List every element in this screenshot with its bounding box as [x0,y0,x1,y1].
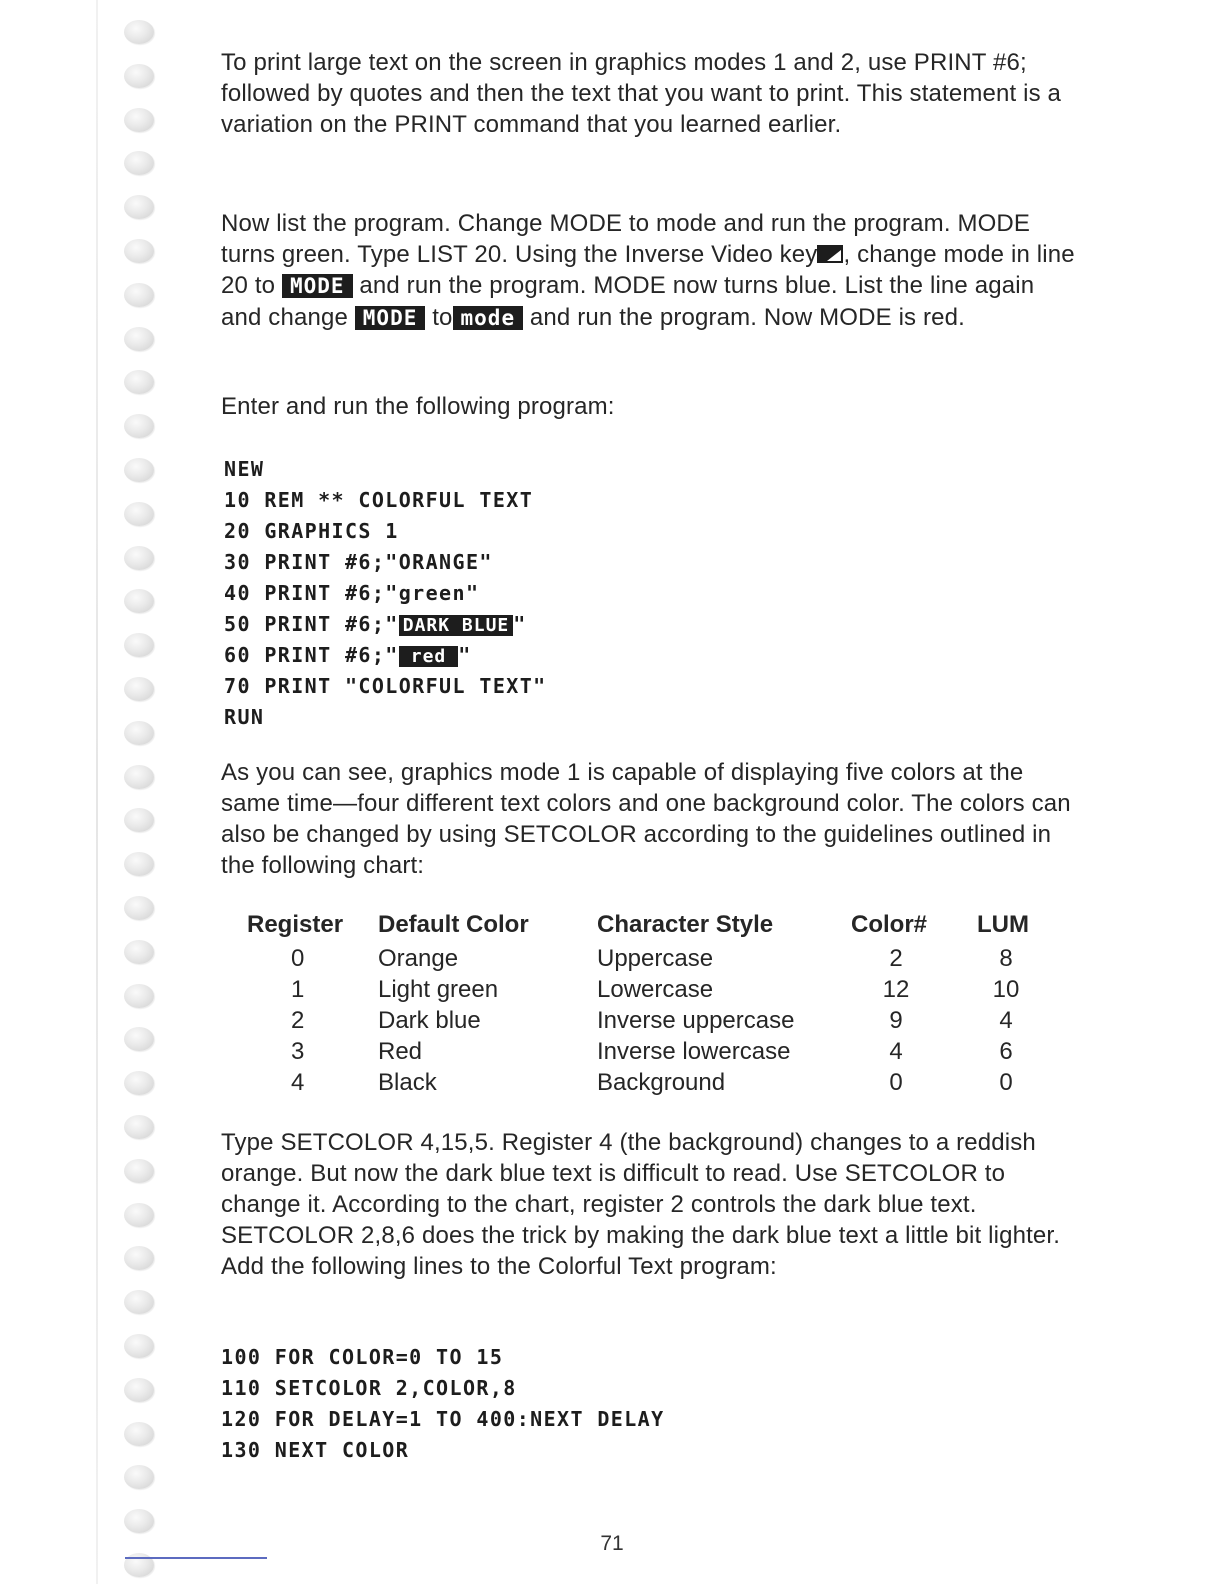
binding-hole-icon [124,1334,154,1358]
code-inverse-text: DARK BLUE [399,615,514,636]
chart-cell: 4 [999,1007,1013,1034]
code-line: 10 REM ** COLORFUL TEXT [224,488,534,512]
binding-hole-icon [124,852,154,876]
binding-hole-icon [124,1071,154,1095]
binding-hole-icon [124,633,154,657]
binding-hole-icon [124,808,154,832]
chart-cell: Uppercase [597,945,714,972]
code-fragment: " [513,612,527,636]
code-line: 40 PRINT #6;"green" [224,581,480,605]
chart-row [221,943,1081,974]
code-line: 110 SETCOLOR 2,COLOR,8 [221,1376,517,1400]
code-line: RUN [224,705,265,729]
chart-cell: Background [597,1069,726,1096]
chart-header: Character Style [597,911,774,938]
paragraph-print-large-text: To print large text on the screen in graphics modes 1 and 2, use PRINT #6; followed by quotes and then the text that you want to print. This statement is a variation on the PRINT command that you learned earlier. [221,49,1062,138]
chart-cell: 12 [882,976,910,1003]
p2-text-5: and run the program. Now MODE is red. [529,304,965,331]
inverse-mode-label-3: mode [453,306,524,330]
binding-hole-icon [124,1159,154,1183]
chart-cell: Red [378,1038,423,1065]
binding-hole-icon [124,151,154,175]
paragraph-five-colors: As you can see, graphics mode 1 is capable of displaying five colors at the same time—four different text colors and one background color. The colors can also be changed by using SETCOLOR according to the guidelines outlined in the following chart: [221,759,1071,879]
inverse-mode-label-2: MODE [355,306,426,330]
chart-cell: Inverse lowercase [597,1038,791,1065]
chart-cell: 3 [291,1038,305,1065]
chart-cell: 0 [889,1069,903,1096]
chart-cell: 6 [999,1038,1013,1065]
code-line: NEW [224,457,265,481]
binding-hole-icon [124,1290,154,1314]
inverse-video-key-icon [817,245,843,263]
code-inverse-text: red [399,646,459,667]
binding-hole-icon [124,984,154,1008]
code-line: 130 NEXT COLOR [221,1438,410,1462]
p2-text-4: to [432,304,453,331]
page-number: 71 [600,1532,624,1555]
code-line: 100 FOR COLOR=0 TO 15 [221,1345,504,1369]
binding-hole-icon [124,589,154,613]
spiral-binding [0,0,180,1584]
binding-hole-icon [124,239,154,263]
footer-rule [125,1557,267,1559]
binding-hole-icon [124,546,154,570]
binding-hole-icon [124,20,154,44]
binding-hole-icon [124,108,154,132]
code-line: 120 FOR DELAY=1 TO 400:NEXT DELAY [221,1407,665,1431]
p2-text-1: Now list the program. Change MODE to mode and run the program. MODE turns green. Type LIST 20. Using the Inverse Video key [221,210,1031,268]
chart-cell: Lowercase [597,976,714,1003]
binding-hole-icon [124,283,154,307]
paragraph-enter-program: Enter and run the following program: [221,393,615,420]
code-fragment: " [458,643,472,667]
setcolor-chart [221,907,1081,1098]
code-line: 20 GRAPHICS 1 [224,519,399,543]
chart-cell: 0 [999,1069,1013,1096]
chart-row [221,1036,1081,1067]
binding-hole-icon [124,327,154,351]
program-listing-colorful-text [224,454,547,733]
binding-hole-icon [124,1203,154,1227]
chart-cell: Light green [378,976,499,1003]
binding-hole-icon [124,1027,154,1051]
chart-row [221,974,1081,1005]
chart-row [221,1005,1081,1036]
chart-cell: 2 [291,1007,305,1034]
chart-cell: 0 [291,945,305,972]
code-line: 70 PRINT "COLORFUL TEXT" [224,674,547,698]
binding-hole-icon [124,1115,154,1139]
chart-header: Color# [851,911,928,938]
binding-hole-icon [124,195,154,219]
binding-hole-icon [124,940,154,964]
chart-cell: 1 [291,976,305,1003]
chart-header: LUM [977,911,1029,938]
chart-cell: Dark blue [378,1007,481,1034]
code-line: 30 PRINT #6;"ORANGE" [224,550,493,574]
binding-hole-icon [124,677,154,701]
chart-cell: 10 [992,976,1020,1003]
chart-header: Default Color [378,911,529,938]
chart-cell: Black [378,1069,437,1096]
binding-hole-icon [124,765,154,789]
inverse-mode-label-1: MODE [282,274,353,298]
p2-text-2: , change mode in line 20 to [221,241,1075,299]
paragraph-setcolor: Type SETCOLOR 4,15,5. Register 4 (the background) changes to a reddish orange. But now the dark blue text is difficult to read. Use SETCOLOR to change it. According to the chart, register 2 controls the dark blue text. SETCOLOR 2,8,6 does the trick by making the dark blue text a little bit lighter. Add the following lines to the Colorful Text program: [221,1129,1061,1280]
paragraph-mode-instructions [221,208,1081,334]
binding-hole-icon [124,1422,154,1446]
binding-hole-icon [124,64,154,88]
binding-hole-icon [124,370,154,394]
chart-row [221,1067,1081,1098]
binding-hole-icon [124,1378,154,1402]
chart-cell: Orange [378,945,459,972]
binding-hole-icon [124,458,154,482]
chart-cell: 4 [889,1038,903,1065]
chart-cell: 8 [999,945,1013,972]
chart-header: Register [247,911,344,938]
program-listing-color-loop [221,1342,665,1466]
chart-cell: Inverse uppercase [597,1007,795,1034]
p2-text-3: and run the program. MODE now turns blue. List the line again and change [221,272,1035,331]
code-line [224,640,547,671]
binding-hole-icon [124,1246,154,1270]
binding-hole-icon [124,414,154,438]
chart-cell: 4 [291,1069,305,1096]
binding-hole-icon [124,896,154,920]
code-fragment: 50 PRINT #6;" [224,612,399,636]
binding-hole-icon [124,502,154,526]
code-line [224,609,547,640]
binding-hole-icon [124,1465,154,1489]
binding-hole-icon [124,721,154,745]
chart-cell: 2 [889,945,903,972]
chart-header-row [221,907,1081,943]
chart-cell: 9 [889,1007,903,1034]
binding-hole-icon [124,1509,154,1533]
code-fragment: 60 PRINT #6;" [224,643,399,667]
